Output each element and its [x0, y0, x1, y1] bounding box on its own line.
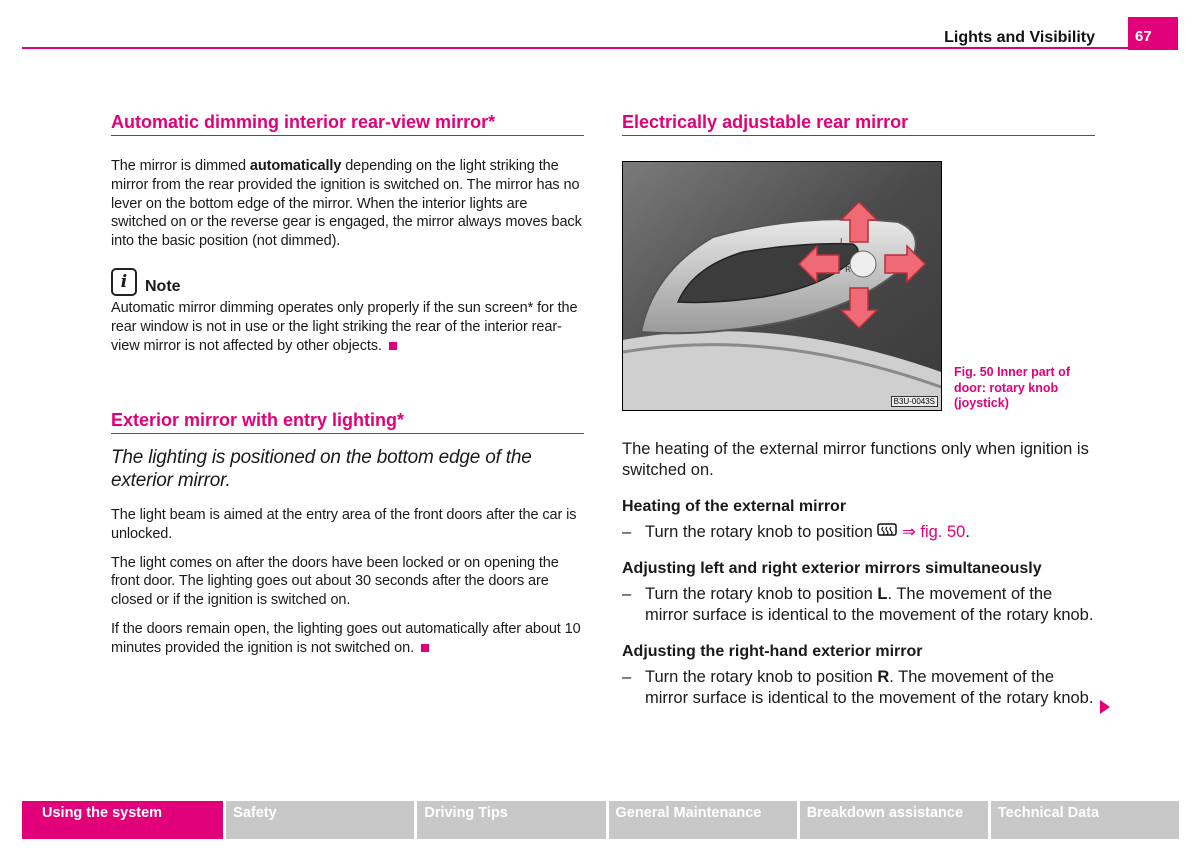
step-heating	[622, 522, 1095, 543]
tab-driving-tips[interactable]: Driving Tips	[417, 801, 605, 839]
section-auto-dimming	[111, 112, 584, 251]
text-run: Turn the rotary knob to position	[645, 585, 873, 603]
text-run: Turn the rotary knob to position	[645, 523, 873, 541]
fig-50-link[interactable]: ⇒ fig. 50	[901, 523, 966, 541]
tab-breakdown-assistance[interactable]: Breakdown assistance	[800, 801, 988, 839]
heading-both-mirrors: Adjusting left and right exterior mirrors simultaneously	[622, 560, 1042, 577]
figure-caption: Fig. 50 Inner part of door: rotary knob (joystick)	[954, 365, 1070, 410]
section-entry-lighting	[111, 410, 584, 658]
text-run: depending on the light striking the mirror from the rear provided the ignition is switched on. The mirror has no lever on the bottom edge of the mirror. When the interior lights are switched on or the reverse gear is engaged, the mirror always moves back into the basic position (not dimmed).	[111, 158, 582, 250]
figure-door-rotary-knob	[622, 161, 942, 411]
step-both-mirrors	[622, 584, 1095, 626]
svg-text:R: R	[845, 265, 851, 274]
heating-intro: The heating of the external mirror functions only when ignition is switched on.	[622, 440, 1089, 479]
text-run: .	[965, 523, 970, 541]
heading-heating: Heating of the external mirror	[622, 498, 847, 515]
text-run: The mirror is dimmed	[111, 158, 250, 174]
position-symbol-r: R	[877, 668, 890, 686]
text-run: . The movement of the mirror surface is identical to the movement of the rotary knob.	[645, 668, 1094, 707]
info-icon: i	[111, 268, 137, 296]
text-run: Turn the rotary knob to position	[645, 668, 873, 686]
entry-lighting-paragraph-1: The light beam is aimed at the entry area of the front doors after the car is unlocked.	[111, 507, 577, 542]
section-end-mark	[421, 644, 429, 652]
section-title-entry-lighting: Exterior mirror with entry lighting*	[111, 410, 584, 434]
door-illustration	[623, 162, 941, 410]
text-run: If the doors remain open, the lighting goes out automatically after about 10 minutes provided the ignition is not switched on.	[111, 620, 581, 656]
note-block	[111, 268, 584, 355]
tab-technical-data[interactable]: Technical Data	[991, 801, 1179, 839]
note-label: Note	[145, 278, 181, 295]
position-symbol-l: L	[877, 585, 888, 603]
tab-safety[interactable]: Safety	[226, 801, 414, 839]
text-run: Automatic mirror dimming operates only properly if the sun screen* for the rear window is not in use or the light striking the rear of the interior rear-view mirror is not affected by other objects.	[111, 300, 578, 354]
svg-text:L: L	[840, 237, 845, 246]
section-title-auto-dimming: Automatic dimming interior rear-view mirror*	[111, 112, 584, 136]
entry-lighting-paragraph-2: The light comes on after the doors have been locked or on opening the front door. The lighting goes out about 30 seconds after the doors are closed or if the ignition is switched on.	[111, 554, 559, 609]
section-electric-mirror	[622, 112, 1095, 136]
continue-arrow-icon	[1100, 700, 1110, 714]
page-number: 67	[1128, 17, 1178, 50]
tab-using-the-system[interactable]: Using the system	[22, 801, 223, 839]
entry-lighting-intro: The lighting is positioned on the bottom edge of the exterior mirror.	[111, 447, 532, 491]
section-end-mark	[389, 342, 397, 350]
step-text	[645, 522, 970, 543]
text-run: . The movement of the mirror surface is identical to the movement of the rotary knob.	[645, 585, 1094, 624]
heading-right-hand-mirror: Adjusting the right-hand exterior mirror	[622, 643, 923, 660]
step-text	[645, 667, 1095, 709]
entry-lighting-paragraph-3	[111, 620, 584, 658]
figure-code: B3U-0043S	[891, 396, 938, 407]
bullet-dash: –	[622, 523, 632, 541]
note-text	[111, 299, 584, 355]
step-text	[645, 584, 1095, 626]
footer-tabs	[22, 801, 1179, 839]
tab-general-maintenance[interactable]: General Maintenance	[609, 801, 797, 839]
note-header	[111, 268, 584, 296]
electric-mirror-body	[622, 439, 1095, 709]
step-right-hand-mirror	[622, 667, 1095, 709]
section-title-electric-mirror: Electrically adjustable rear mirror	[622, 112, 1095, 136]
running-header-title: Lights and Visibility	[944, 29, 1095, 46]
bullet-dash: –	[622, 668, 632, 686]
bullet-dash: –	[622, 585, 632, 603]
auto-dimming-paragraph	[111, 157, 584, 251]
mirror-heating-icon	[877, 523, 897, 539]
header-rule	[22, 47, 1128, 49]
bold-run: automatically	[249, 158, 342, 174]
